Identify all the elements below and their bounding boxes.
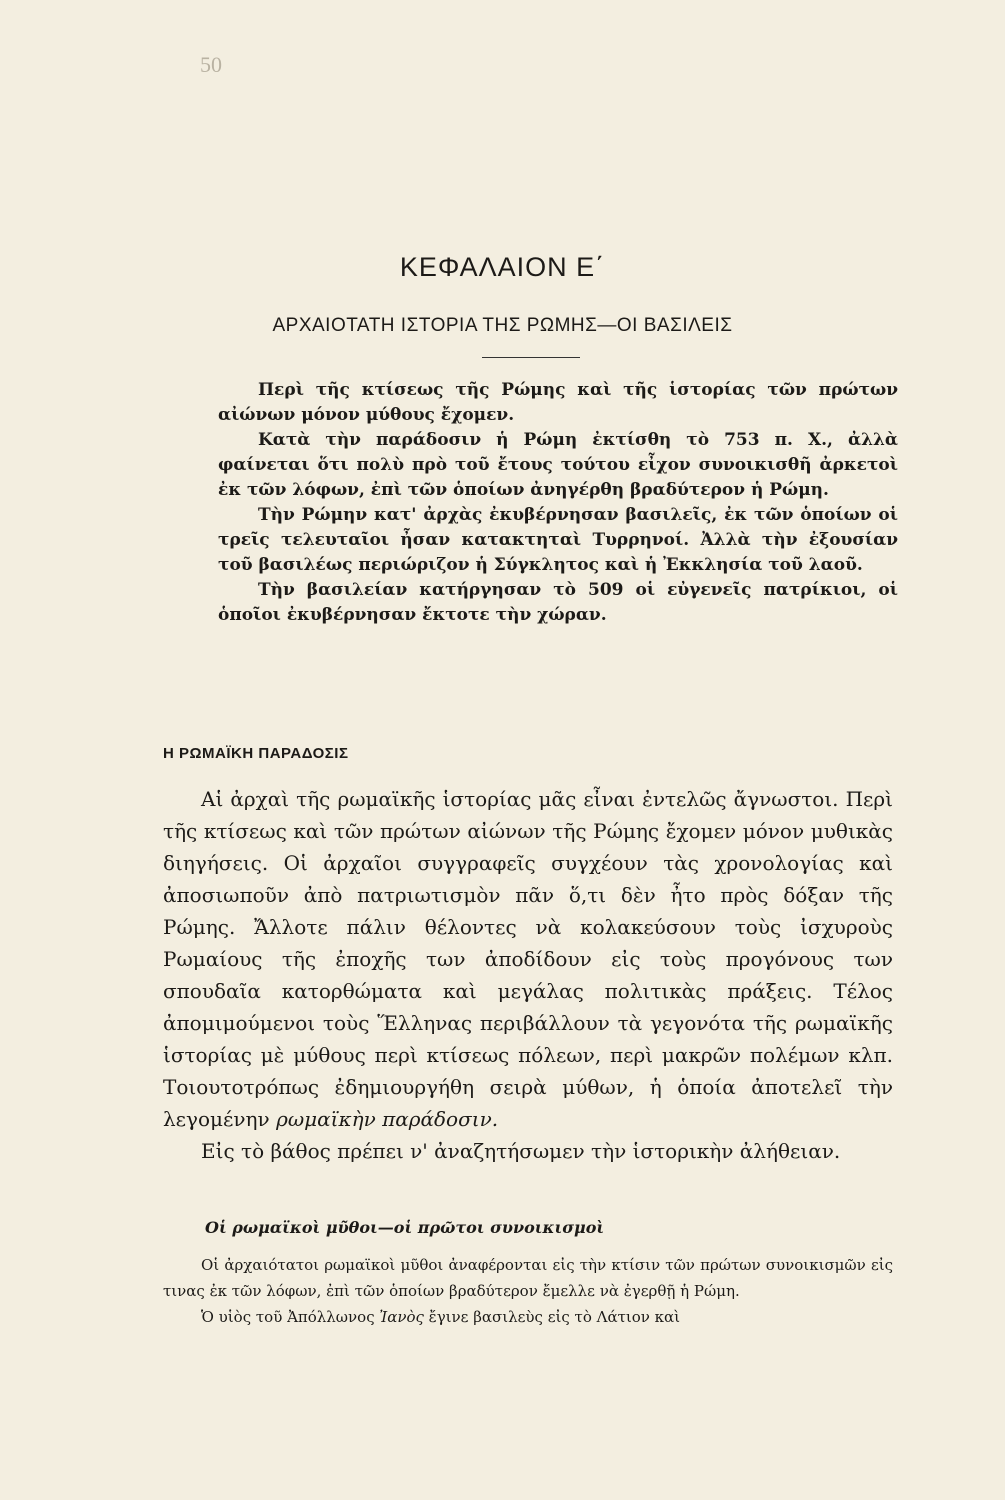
page-number: 50 bbox=[200, 52, 222, 77]
chapter-summary bbox=[218, 378, 898, 628]
summary-paragraph: Τὴν βασιλείαν κατήργησαν τὸ 509 οἱ εὐγενεῖς πατρίκιοι, οἱ ὁποῖοι ἐκυβέρνησαν ἔκτοτε τὴν χώραν. bbox=[218, 580, 898, 625]
body-text bbox=[163, 783, 893, 1167]
small-text-span: Ὁ υἱὸς τοῦ Ἀπόλλωνος bbox=[201, 1308, 375, 1326]
body-italic-term: ρωμαϊκὴν παράδοσιν. bbox=[276, 1107, 499, 1131]
body-text-span: Αἱ ἀρχαὶ τῆς ρωμαϊκῆς ἱστορίας μᾶς εἶναι ἐντελῶς ἄγνωστοι. Περὶ τῆς κτίσεως καὶ τῶν πρώτων αἰώνων τῆς Ρώμης ἔχομεν μόνον μυθικὰς διηγήσεις. Οἱ ἀρχαῖοι συγγραφεῖς συγχέουν τὰς χρονολογίας καὶ ἀποσιωποῦν ἀπὸ πατριωτισμὸν πᾶν ὅ,τι δὲν ἦτο πρὸς δόξαν τῆς Ρώμης. Ἄλλοτε πάλιν θέλοντες νὰ κολακεύσουν τοὺς ἰσχυροὺς Ρωμαίους τῆς ἐποχῆς των ἀποδίδουν εἰς τοὺς προγόνους των σπουδαῖα κατορθώματα καὶ μεγάλας πολιτικὰς πράξεις. Τέλος ἀπομιμούμενοι τοὺς Ἕλληνας περιβάλλουν τὰ γεγονότα τῆς ρωμαϊκῆς ἱστορίας μὲ μύθους περὶ κτίσεως πόλεων, περὶ μακρῶν πολέμων κλπ. Τοιουτοτρόπως ἐδημιουργήθη σειρὰ μύθων, ἡ ὁποία ἀποτελεῖ τὴν λεγομένην bbox=[163, 787, 893, 1131]
summary-paragraph: Περὶ τῆς κτίσεως τῆς Ρώμης καὶ τῆς ἱστορίας τῶν πρώτων αἰώνων μόνον μύθους ἔχομεν. bbox=[218, 380, 898, 425]
subheading: Οἱ ρωμαϊκοὶ μῦθοι—οἱ πρῶτοι συνοικισμοὶ bbox=[205, 1218, 605, 1237]
summary-paragraph: Κατὰ τὴν παράδοσιν ἡ Ρώμη ἐκτίσθη τὸ 753 π. Χ., ἀλλὰ φαίνεται ὅτι πολὺ πρὸ τοῦ ἔτους τούτου εἶχον συνοικισθῆ ἀρκετοὶ ἐκ τῶν λόφων, ἐπὶ τῶν ὁποίων ἀνηγέρθη βραδύτερον ἡ Ρώμη. bbox=[218, 430, 898, 500]
small-italic-name: Ἰανὸς bbox=[379, 1308, 424, 1326]
body-paragraph: Εἰς τὸ βάθος πρέπει ν' ἀναζητήσωμεν τὴν ἱστορικὴν ἀλήθειαν. bbox=[201, 1139, 841, 1163]
small-paragraph: Οἱ ἀρχαιότατοι ρωμαϊκοὶ μῦθοι ἀναφέρονται εἰς τὴν κτίσιν τῶν πρώτων συνοικισμῶν εἰς τινας ἐκ τῶν λόφων, ἐπὶ τῶν ὁποίων βραδύτερον ἔμελλε νὰ ἐγερθῇ ἡ Ρώμη. bbox=[163, 1256, 893, 1300]
summary-paragraph: Τὴν Ρώμην κατ' ἀρχὰς ἐκυβέρνησαν βασιλεῖς, ἐκ τῶν ὁποίων οἱ τρεῖς τελευταῖοι ἦσαν κατακτηταὶ Τυρρηνοί. Ἀλλὰ τὴν ἐξουσίαν τοῦ βασιλέως περιώριζον ἡ Σύγκλητος καὶ ἡ Ἐκκλησία τοῦ λαοῦ. bbox=[218, 505, 898, 575]
small-text-span: ἔγινε βασιλεὺς εἰς τὸ Λάτιον καὶ bbox=[428, 1308, 681, 1326]
section-heading: Η ΡΩΜΑΪΚΗ ΠΑΡΑΔΟΣΙΣ bbox=[163, 745, 349, 762]
small-text bbox=[163, 1252, 893, 1330]
chapter-title: ΚΕΦΑΛΑΙΟΝ Ε΄ bbox=[399, 252, 606, 282]
divider bbox=[482, 357, 580, 358]
small-paragraph bbox=[163, 1304, 893, 1330]
chapter-subtitle: ΑΡΧΑΙΟΤΑΤΗ ΙΣΤΟΡΙΑ ΤΗΣ ΡΩΜΗΣ—ΟΙ ΒΑΣΙΛΕΙΣ bbox=[272, 315, 733, 336]
body-paragraph bbox=[163, 783, 893, 1135]
